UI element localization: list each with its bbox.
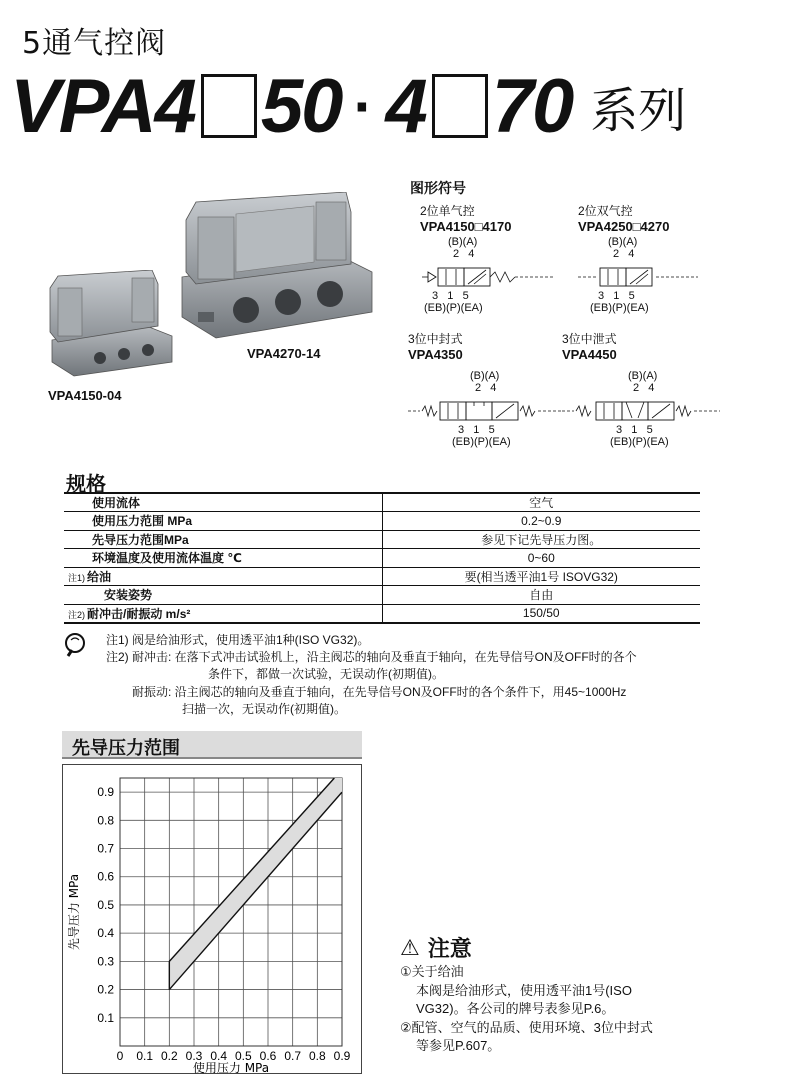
symbol-bottom-ports: (EB)(P)(EA) — [610, 436, 669, 448]
caution-block — [400, 932, 730, 1056]
x-axis-label: 使用压力 MPa — [192, 1061, 270, 1074]
y-tick-label: 0.4 — [97, 926, 114, 941]
page-title — [10, 63, 687, 149]
spec-label: 耐冲击/耐振动 m/s² — [87, 606, 191, 621]
symbol-bottom-numbers: 3 1 5 — [432, 290, 469, 302]
note-line: 耐振动: 沿主阀芯的轴向及垂直于轴向，在先导信号ON及OFF时的各个条件下，用45~1000Hz — [132, 685, 627, 699]
title-placeholder-box — [201, 74, 257, 138]
table-row — [64, 604, 700, 623]
symbol-model: VPA4150□4170 — [420, 219, 512, 234]
title-part-4: 70 — [491, 63, 573, 149]
spec-label-cell — [64, 493, 382, 512]
spec-value: 150/50 — [382, 604, 700, 623]
x-tick-label: 0.7 — [284, 1049, 302, 1063]
valve-symbol-diagram — [420, 264, 555, 290]
symbol-top-ports: (B)(A) — [608, 236, 638, 248]
spec-value: 参见下记先导压力图。 — [382, 530, 700, 549]
note-line: 条件下，都做一次试验，无误动作(初期值)。 — [208, 667, 444, 681]
spec-table — [64, 492, 700, 624]
valve-symbol-diagram — [578, 264, 718, 290]
symbol-model: VPA4450 — [562, 347, 617, 362]
spec-note-mark: 注2) — [68, 609, 86, 620]
note-line: 注2) 耐冲击: 在落下式冲击试验机上，沿主阀芯的轴向及垂直于轴向，在先导信号ON及OFF时的各个 — [106, 650, 637, 664]
spec-label-cell — [64, 604, 382, 623]
y-tick-label: 0.6 — [97, 869, 114, 884]
caution-item-line: 本阀是给油形式，使用透平油1号(ISO — [416, 982, 632, 998]
spec-label-cell — [64, 586, 382, 605]
symbol-3pos-exhaust-center — [562, 330, 722, 448]
caution-item-line: VG32)。各公司的牌号表参见P.6。 — [416, 1001, 615, 1016]
spec-label-cell — [64, 530, 382, 549]
valve-symbol-diagram — [408, 398, 563, 424]
title-part-2: 50 — [260, 63, 342, 149]
symbol-bottom-ports: (EB)(P)(EA) — [452, 436, 511, 448]
note-line: 注1) 阀是给油形式，使用透平油1种(ISO VG32)。 — [106, 633, 370, 647]
magnifier-icon — [62, 630, 92, 660]
y-tick-label: 0.1 — [97, 1010, 114, 1025]
y-tick-label: 0.2 — [97, 982, 114, 997]
spec-value: 空气 — [382, 493, 700, 512]
y-tick-label: 0.7 — [97, 841, 114, 856]
table-row — [64, 567, 700, 586]
caution-item-line: 等参见P.607。 — [416, 1038, 501, 1053]
table-row — [64, 493, 700, 512]
spec-label: 先导压力范围MPa — [92, 532, 189, 547]
x-tick-label: 0.2 — [160, 1049, 178, 1063]
symbol-top-numbers: 2 4 — [453, 248, 475, 260]
caution-title-row — [400, 932, 730, 963]
valve-photo-large — [176, 192, 376, 342]
spec-label: 使用流体 — [92, 496, 141, 510]
title-series: 系列 — [590, 82, 687, 139]
y-tick-label: 0.8 — [97, 813, 114, 828]
note-line: 扫描一次，无误动作(初期值)。 — [182, 702, 346, 716]
x-tick-label: 0.9 — [333, 1049, 351, 1063]
valve-photo-small-label: VPA4150-04 — [48, 388, 122, 403]
y-tick-label: 0.3 — [97, 954, 114, 969]
symbol-label: 2位双气控 — [578, 204, 633, 218]
caution-title: 注意 — [427, 936, 472, 961]
x-tick-label: 0.6 — [259, 1049, 277, 1063]
symbol-2pos-double — [578, 202, 728, 312]
symbol-top-ports: (B)(A) — [448, 236, 478, 248]
warning-icon: ⚠ — [400, 934, 420, 960]
y-axis-label: 先导压力 MPa — [67, 873, 81, 951]
symbol-top-numbers: 2 4 — [613, 248, 635, 260]
symbol-label: 3位中泄式 — [562, 332, 617, 346]
valve-photo-small — [44, 270, 174, 378]
symbol-label: 2位单气控 — [420, 204, 475, 218]
x-tick-label: 0.8 — [308, 1049, 326, 1063]
pilot-range-header — [62, 731, 362, 759]
symbol-bottom-numbers: 3 1 5 — [598, 290, 635, 302]
symbol-top-numbers: 2 4 — [633, 382, 655, 394]
caution-item-head: ②配管、空气的品质、使用环境、3位中封式 — [400, 1019, 653, 1035]
spec-label: 环境温度及使用流体温度 ℃ — [92, 551, 242, 566]
x-tick-label: 0.3 — [185, 1049, 203, 1063]
title-part-3: 4 — [385, 63, 426, 149]
symbols-section-title: 图形符号 — [410, 180, 466, 196]
spec-value: 0~60 — [382, 549, 700, 568]
spec-value: 0.2~0.9 — [382, 512, 700, 531]
x-tick-label: 0.5 — [234, 1049, 252, 1063]
spec-label: 安装姿势 — [104, 588, 153, 603]
symbol-bottom-numbers: 3 1 5 — [616, 424, 653, 436]
symbol-model: VPA4350 — [408, 347, 463, 362]
series-line-lower — [169, 792, 342, 989]
spec-label: 给油 — [87, 569, 112, 584]
page-subtitle: 5通气控阀 — [22, 26, 167, 61]
table-row — [64, 586, 700, 605]
symbol-bottom-ports: (EB)(P)(EA) — [424, 302, 483, 314]
symbol-label: 3位中封式 — [408, 332, 463, 346]
spec-label-cell — [64, 512, 382, 531]
spec-value: 自由 — [382, 586, 700, 605]
symbol-top-ports: (B)(A) — [628, 370, 658, 382]
symbol-bottom-numbers: 3 1 5 — [458, 424, 495, 436]
title-part-1: VPA4 — [10, 63, 195, 149]
symbol-2pos-single — [420, 202, 560, 312]
spec-label: 使用压力范围 MPa — [92, 514, 193, 529]
pressure-band-area — [169, 778, 342, 990]
symbol-model: VPA4250□4270 — [578, 219, 670, 234]
pilot-pressure-chart — [62, 764, 362, 1074]
y-tick-label: 0.5 — [97, 897, 114, 912]
symbol-top-ports: (B)(A) — [470, 370, 500, 382]
title-placeholder-box — [432, 74, 488, 138]
y-tick-label: 0.9 — [97, 785, 114, 800]
pilot-range-title: 先导压力范围 — [72, 738, 180, 758]
symbol-3pos-closed-center — [408, 330, 563, 448]
table-row — [64, 512, 700, 531]
symbol-bottom-ports: (EB)(P)(EA) — [590, 302, 649, 314]
x-tick-label: 0.4 — [210, 1049, 228, 1063]
caution-item-head: ①关于给油 — [400, 964, 464, 979]
spec-label-cell — [64, 549, 382, 568]
valve-symbol-diagram — [562, 398, 720, 424]
symbol-top-numbers: 2 4 — [475, 382, 497, 394]
table-row — [64, 549, 700, 568]
title-dot: · — [353, 72, 374, 140]
table-row — [64, 530, 700, 549]
spec-note-mark: 注1) — [68, 572, 86, 583]
spec-value: 要(相当透平油1号 ISOVG32) — [382, 567, 700, 586]
spec-section-title: 规格 — [66, 474, 106, 496]
x-tick-label: 0 — [116, 1049, 124, 1063]
valve-photo-large-label: VPA4270-14 — [247, 346, 321, 361]
x-tick-label: 0.1 — [136, 1049, 154, 1063]
spec-label-cell — [64, 567, 382, 586]
